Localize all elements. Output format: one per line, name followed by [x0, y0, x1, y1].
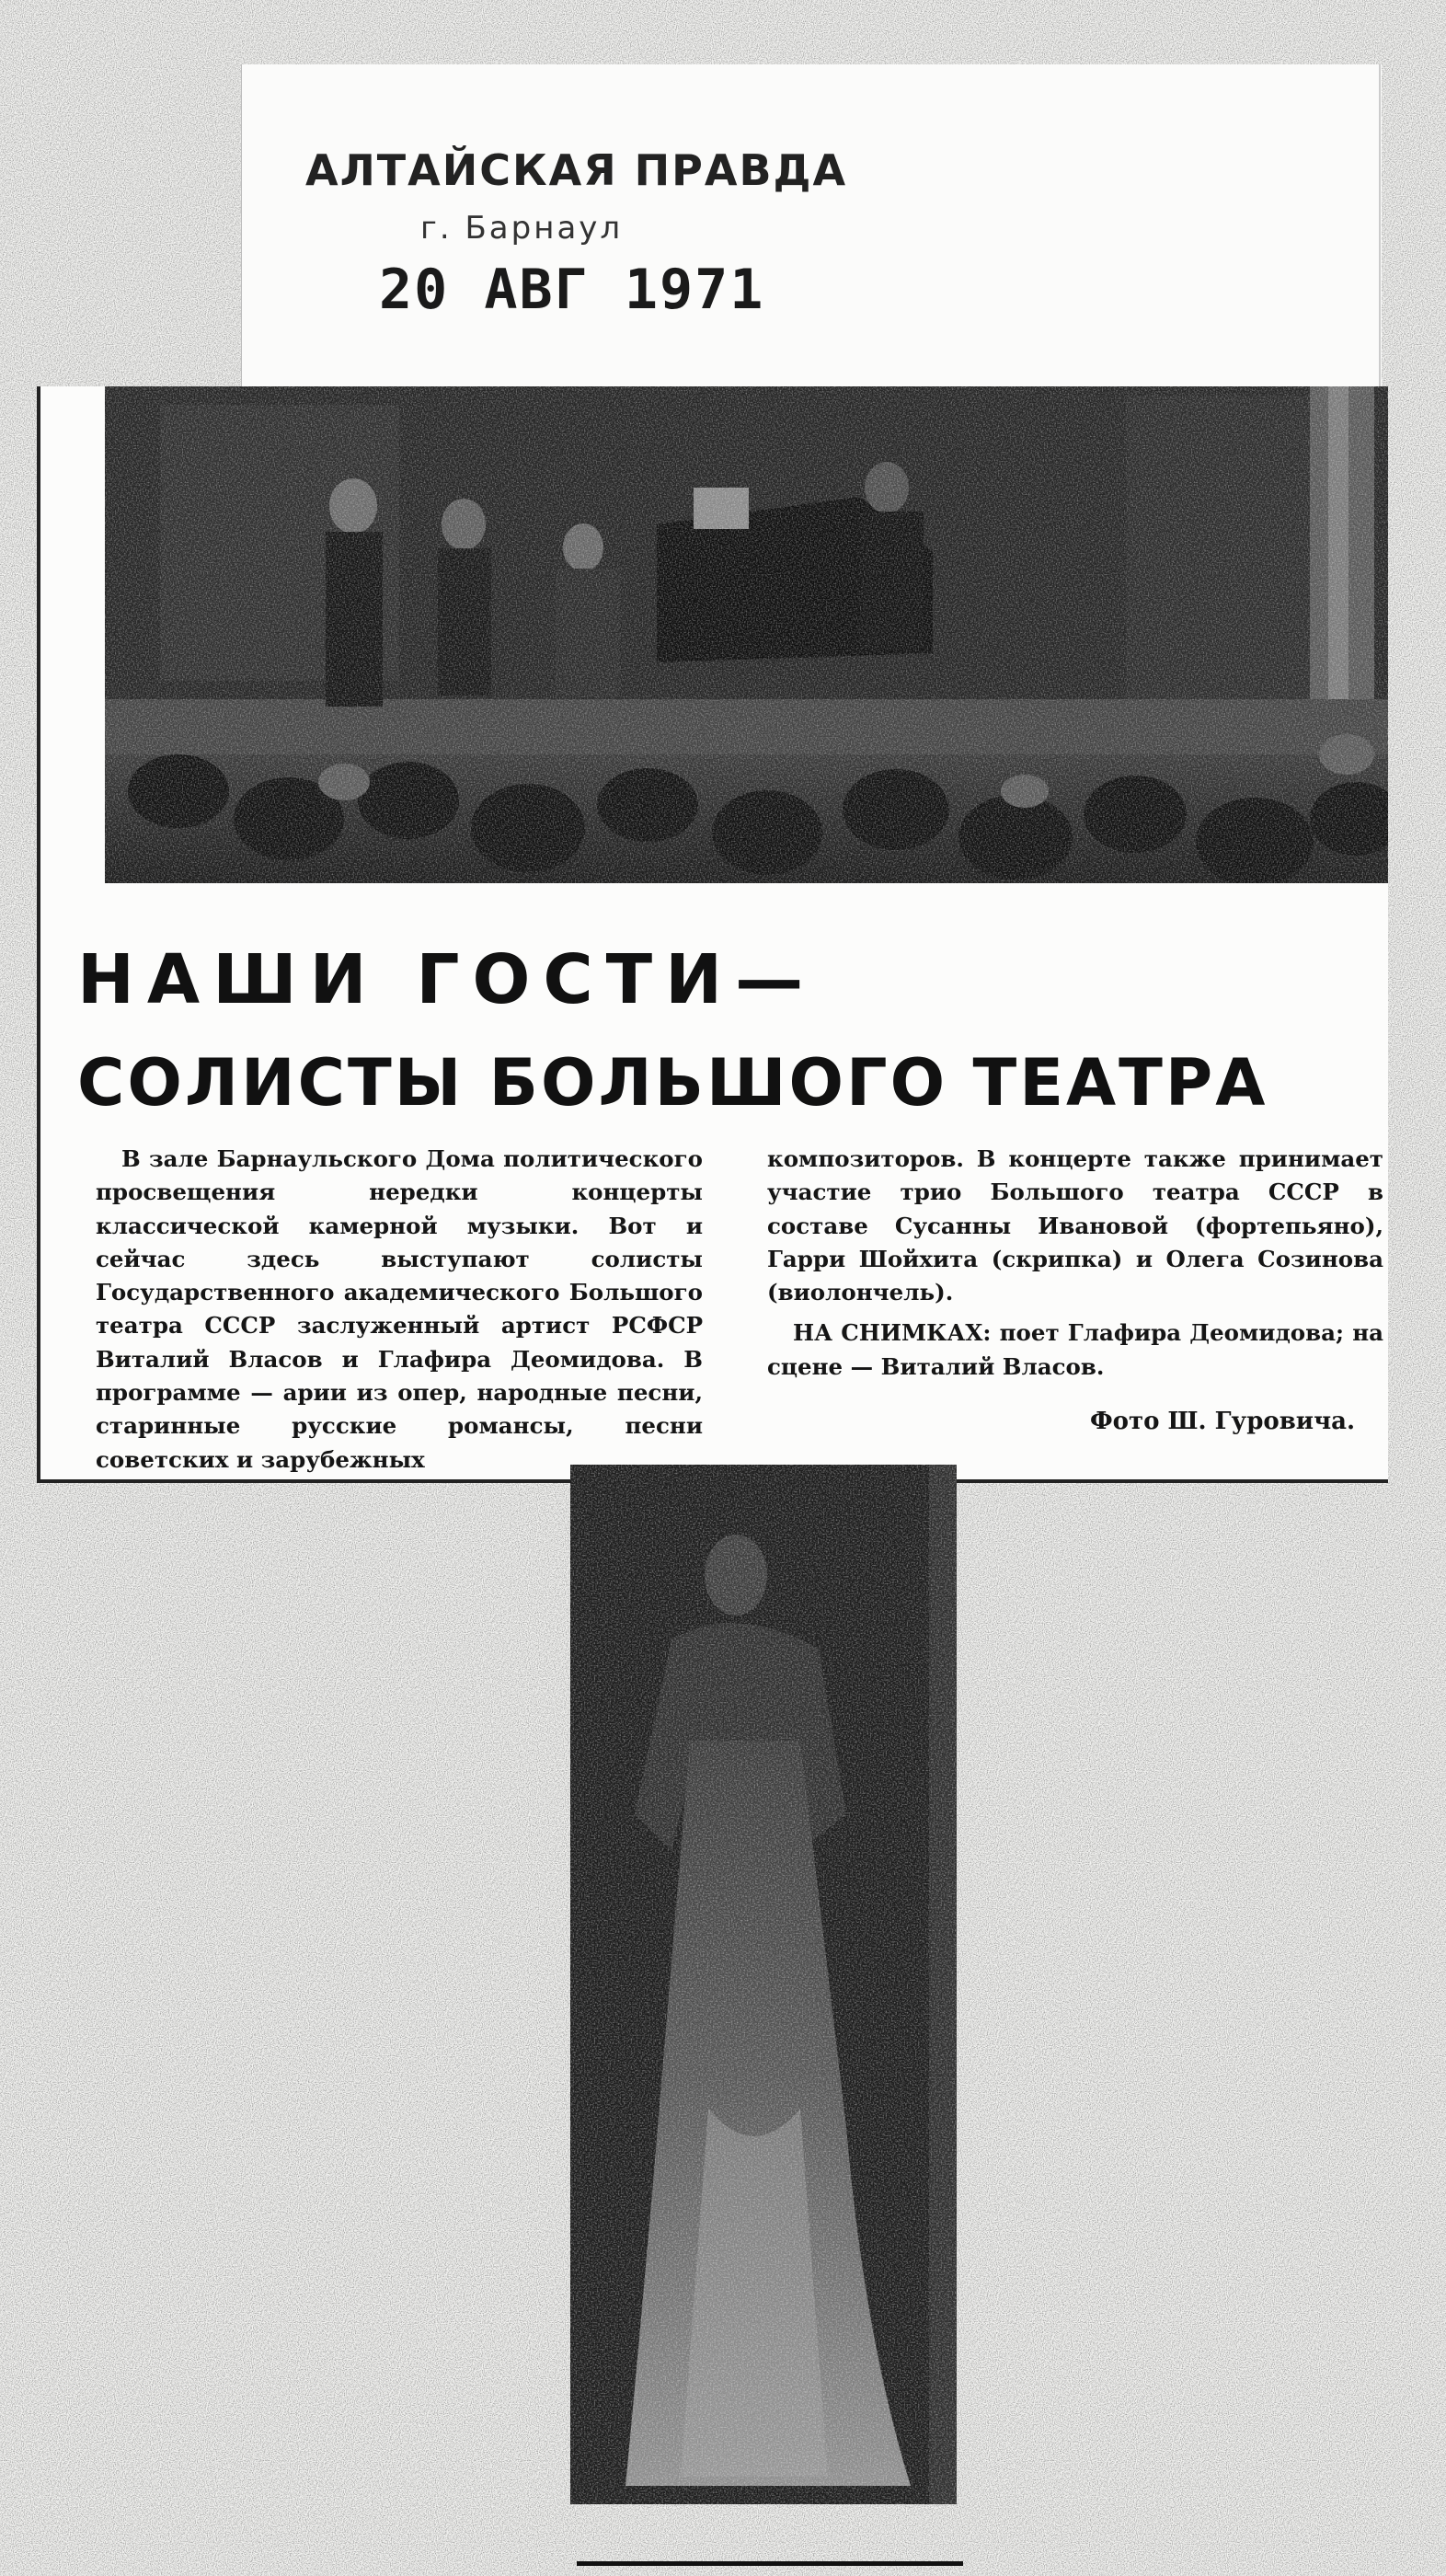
article-headline	[77, 940, 1347, 1121]
caption-text: поет Глафира Деомидова; на сцене — Виталий Власов.	[767, 1319, 1384, 1380]
clipping-bottom-edge	[577, 2561, 963, 2566]
concert-photo	[105, 386, 1388, 883]
article-body-right: композиторов. В концерте также принимает участие трио Большого театра СССР в составе Сусанны Ивановой (фортепьяно), Гарри Шойхита (скрипка) и Олега Созинова (виолончель).	[767, 1145, 1383, 1306]
caption-label: НА СНИМКАХ:	[793, 1319, 992, 1347]
stamp-city: г. Барнаул	[420, 210, 624, 247]
stamp-paper-edge	[241, 64, 1382, 396]
newspaper-stamp	[241, 64, 1382, 396]
photo-credit: Фото Ш. Гуровича.	[1090, 1408, 1355, 1435]
headline-line-2: СОЛИСТЫ БОЛЬШОГО ТЕАТРА	[77, 1045, 1268, 1121]
photo-caption	[767, 1317, 1383, 1384]
article-column-right	[767, 1143, 1383, 1384]
newspaper-clipping	[37, 386, 1388, 1483]
headline-line-1: НАШИ ГОСТИ—	[77, 940, 817, 1019]
article-body-left: В зале Барнаульского Дома политического просвещения нередки концерты классической камерной музыки. Вот и сейчас здесь выступают солисты Государственного академического Большого театра СССР заслуженный артист РСФСР Виталий Власов и Глафира Деомидова. В программе — арии из опер, народные песни, старинные русские романсы, песни советских и зарубежных	[96, 1145, 703, 1473]
article-column-left	[96, 1143, 703, 1477]
stamp-date: 20 АВГ 1971	[379, 258, 765, 322]
stamp-newspaper-name: АЛТАЙСКАЯ ПРАВДА	[305, 145, 848, 195]
singer-photo	[570, 1465, 957, 2504]
